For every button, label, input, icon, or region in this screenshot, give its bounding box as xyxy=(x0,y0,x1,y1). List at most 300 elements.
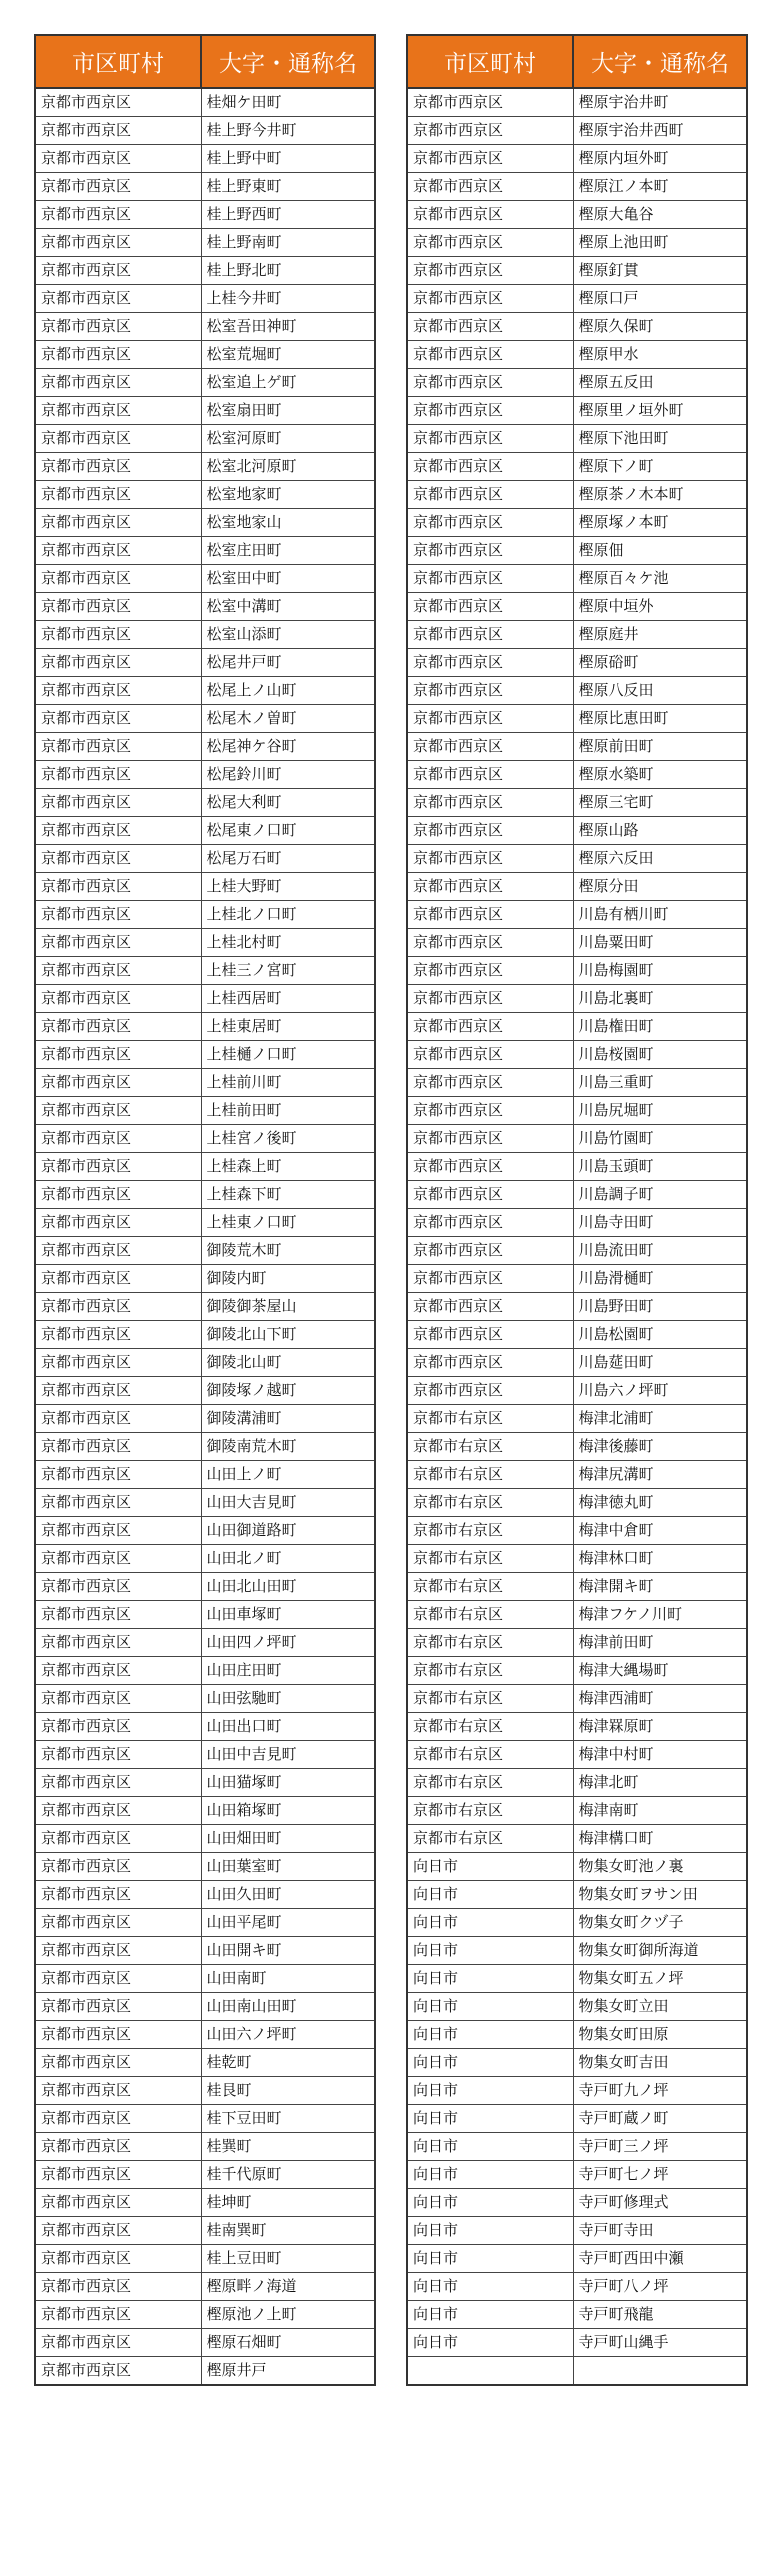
city-cell: 京都市右京区 xyxy=(407,1433,573,1461)
area-cell: 樫原甲水 xyxy=(573,341,747,369)
area-cell: 樫原庭井 xyxy=(573,621,747,649)
city-cell: 京都市西京区 xyxy=(35,425,201,453)
city-cell: 京都市西京区 xyxy=(407,88,573,117)
table-row xyxy=(407,2105,747,2133)
city-cell: 京都市西京区 xyxy=(35,2245,201,2273)
city-cell: 京都市西京区 xyxy=(35,453,201,481)
city-cell: 京都市西京区 xyxy=(35,1069,201,1097)
table-row xyxy=(35,845,375,873)
area-cell: 上桂今井町 xyxy=(201,285,375,313)
city-cell: 京都市右京区 xyxy=(407,1713,573,1741)
area-cell: 川島玉頭町 xyxy=(573,1153,747,1181)
city-cell: 京都市西京区 xyxy=(407,1209,573,1237)
table-row xyxy=(35,901,375,929)
table-row xyxy=(35,2189,375,2217)
city-cell: 京都市西京区 xyxy=(35,565,201,593)
table-row xyxy=(35,1545,375,1573)
city-cell: 京都市西京区 xyxy=(407,285,573,313)
city-cell: 向日市 xyxy=(407,2161,573,2189)
table-row xyxy=(35,229,375,257)
city-cell: 京都市西京区 xyxy=(407,145,573,173)
city-cell: 京都市西京区 xyxy=(35,1713,201,1741)
city-cell: 京都市右京区 xyxy=(407,1545,573,1573)
city-cell xyxy=(407,2357,573,2386)
area-cell: 寺戸町山縄手 xyxy=(573,2329,747,2357)
table-row xyxy=(407,229,747,257)
table-row xyxy=(407,2245,747,2273)
table-row xyxy=(407,201,747,229)
table-row xyxy=(407,1349,747,1377)
city-cell: 京都市西京区 xyxy=(35,1881,201,1909)
table-row xyxy=(407,1685,747,1713)
table-row xyxy=(35,1405,375,1433)
table-row xyxy=(35,1377,375,1405)
area-cell: 梅津北町 xyxy=(573,1769,747,1797)
table-row xyxy=(35,117,375,145)
table-row xyxy=(407,88,747,117)
city-cell: 京都市西京区 xyxy=(407,1125,573,1153)
table-row xyxy=(35,2245,375,2273)
city-cell: 京都市西京区 xyxy=(407,257,573,285)
table-row xyxy=(35,509,375,537)
city-cell: 京都市西京区 xyxy=(407,509,573,537)
table-row xyxy=(407,2301,747,2329)
area-cell: 樫原八反田 xyxy=(573,677,747,705)
city-cell: 京都市西京区 xyxy=(35,901,201,929)
table-row xyxy=(407,1405,747,1433)
city-cell: 京都市西京区 xyxy=(35,369,201,397)
city-cell: 京都市西京区 xyxy=(407,313,573,341)
city-cell: 京都市西京区 xyxy=(407,1237,573,1265)
table-row xyxy=(35,1993,375,2021)
table-row xyxy=(407,901,747,929)
area-cell: 川島尻堀町 xyxy=(573,1097,747,1125)
area-cell: 松室中溝町 xyxy=(201,593,375,621)
table-row xyxy=(35,761,375,789)
table-row xyxy=(35,2357,375,2386)
area-cell: 桂上野南町 xyxy=(201,229,375,257)
area-cell: 樫原六反田 xyxy=(573,845,747,873)
header-area: 大字・通称名 xyxy=(573,35,747,88)
table-row xyxy=(35,397,375,425)
table-row xyxy=(407,1489,747,1517)
city-cell: 京都市西京区 xyxy=(35,2105,201,2133)
city-cell: 向日市 xyxy=(407,1993,573,2021)
table-row xyxy=(407,2189,747,2217)
city-cell: 京都市西京区 xyxy=(35,397,201,425)
city-cell: 京都市西京区 xyxy=(35,1321,201,1349)
city-cell: 京都市西京区 xyxy=(407,957,573,985)
city-cell: 京都市西京区 xyxy=(407,901,573,929)
table-row xyxy=(407,537,747,565)
city-cell: 京都市西京区 xyxy=(35,1125,201,1153)
area-cell: 樫原分田 xyxy=(573,873,747,901)
table-row xyxy=(35,1237,375,1265)
area-cell: 山田上ノ町 xyxy=(201,1461,375,1489)
city-cell: 向日市 xyxy=(407,2105,573,2133)
table-row xyxy=(35,173,375,201)
area-cell: 川島有栖川町 xyxy=(573,901,747,929)
header-row xyxy=(35,35,375,88)
area-cell: 上桂東ノ口町 xyxy=(201,1209,375,1237)
city-cell: 京都市西京区 xyxy=(407,873,573,901)
area-cell: 物集女町池ノ裏 xyxy=(573,1853,747,1881)
city-cell: 京都市西京区 xyxy=(35,1265,201,1293)
city-cell: 京都市右京区 xyxy=(407,1517,573,1545)
table-row xyxy=(407,705,747,733)
area-cell: 御陵北山町 xyxy=(201,1349,375,1377)
table-row xyxy=(35,1573,375,1601)
area-cell: 川島権田町 xyxy=(573,1013,747,1041)
table-row xyxy=(35,1349,375,1377)
table-row xyxy=(407,1769,747,1797)
area-cell: 川島竹園町 xyxy=(573,1125,747,1153)
table-row xyxy=(35,1769,375,1797)
table-row xyxy=(407,2273,747,2301)
table-row xyxy=(35,88,375,117)
address-table-right xyxy=(406,34,748,2386)
area-cell: 梅津前田町 xyxy=(573,1629,747,1657)
table-row xyxy=(35,2049,375,2077)
city-cell: 京都市西京区 xyxy=(35,2189,201,2217)
table-row xyxy=(407,1993,747,2021)
area-cell: 寺戸町七ノ坪 xyxy=(573,2161,747,2189)
table-row xyxy=(35,1965,375,1993)
city-cell: 向日市 xyxy=(407,2329,573,2357)
header-row xyxy=(407,35,747,88)
table-row xyxy=(35,1097,375,1125)
table-row xyxy=(35,1461,375,1489)
area-cell: 山田出口町 xyxy=(201,1713,375,1741)
area-cell: 上桂大野町 xyxy=(201,873,375,901)
table-row xyxy=(35,1853,375,1881)
city-cell: 京都市西京区 xyxy=(407,565,573,593)
table-row xyxy=(35,2273,375,2301)
table-row xyxy=(35,2161,375,2189)
city-cell: 京都市右京区 xyxy=(407,1825,573,1853)
city-cell: 京都市西京区 xyxy=(35,1797,201,1825)
city-cell: 京都市西京区 xyxy=(407,397,573,425)
city-cell: 京都市西京区 xyxy=(407,621,573,649)
city-cell: 京都市西京区 xyxy=(35,649,201,677)
table-row xyxy=(35,1293,375,1321)
city-cell: 京都市右京区 xyxy=(407,1405,573,1433)
table-row xyxy=(35,145,375,173)
area-cell: 桂上野今井町 xyxy=(201,117,375,145)
table-row xyxy=(407,2049,747,2077)
area-cell: 松尾鈴川町 xyxy=(201,761,375,789)
area-cell: 松尾井戸町 xyxy=(201,649,375,677)
city-cell: 京都市西京区 xyxy=(35,845,201,873)
area-cell: 樫原前田町 xyxy=(573,733,747,761)
table-row xyxy=(407,1069,747,1097)
city-cell: 京都市西京区 xyxy=(35,817,201,845)
area-cell: 桂下豆田町 xyxy=(201,2105,375,2133)
area-cell: 山田葉室町 xyxy=(201,1853,375,1881)
area-cell: 桂乾町 xyxy=(201,2049,375,2077)
table-row xyxy=(35,453,375,481)
table-row xyxy=(407,565,747,593)
area-cell: 川島北裏町 xyxy=(573,985,747,1013)
area-cell: 御陵南荒木町 xyxy=(201,1433,375,1461)
city-cell: 京都市西京区 xyxy=(35,2217,201,2245)
area-cell: 川島粟田町 xyxy=(573,929,747,957)
area-cell: 梅津徳丸町 xyxy=(573,1489,747,1517)
table-row xyxy=(35,1685,375,1713)
city-cell: 京都市西京区 xyxy=(407,1097,573,1125)
area-cell: 山田開キ町 xyxy=(201,1937,375,1965)
area-cell: 御陵塚ノ越町 xyxy=(201,1377,375,1405)
area-cell: 桂南巽町 xyxy=(201,2217,375,2245)
city-cell: 京都市西京区 xyxy=(35,1965,201,1993)
city-cell: 京都市西京区 xyxy=(35,313,201,341)
area-cell: 川島野田町 xyxy=(573,1293,747,1321)
area-cell: 山田北ノ町 xyxy=(201,1545,375,1573)
table-row xyxy=(407,425,747,453)
city-cell: 京都市西京区 xyxy=(407,453,573,481)
area-cell: 桂上野東町 xyxy=(201,173,375,201)
table-row xyxy=(35,1181,375,1209)
table-row xyxy=(407,873,747,901)
table-row xyxy=(35,369,375,397)
city-cell: 京都市右京区 xyxy=(407,1629,573,1657)
table-row xyxy=(407,677,747,705)
city-cell: 京都市西京区 xyxy=(35,229,201,257)
area-cell: 樫原口戸 xyxy=(573,285,747,313)
area-cell: 物集女町クヅ子 xyxy=(573,1909,747,1937)
area-cell: 桂上野西町 xyxy=(201,201,375,229)
city-cell: 京都市西京区 xyxy=(407,817,573,845)
area-cell: 梅津北浦町 xyxy=(573,1405,747,1433)
area-cell: 山田畑田町 xyxy=(201,1825,375,1853)
area-cell: 松室河原町 xyxy=(201,425,375,453)
area-cell: 御陵御茶屋山 xyxy=(201,1293,375,1321)
city-cell: 京都市西京区 xyxy=(35,1293,201,1321)
area-cell: 松尾木ノ曽町 xyxy=(201,705,375,733)
area-cell: 寺戸町修理式 xyxy=(573,2189,747,2217)
city-cell: 京都市西京区 xyxy=(35,1237,201,1265)
table-row xyxy=(35,2329,375,2357)
city-cell: 京都市西京区 xyxy=(407,537,573,565)
city-cell: 京都市西京区 xyxy=(407,1293,573,1321)
table-row xyxy=(35,565,375,593)
city-cell: 向日市 xyxy=(407,2049,573,2077)
right-table-body xyxy=(407,88,747,2385)
city-cell: 京都市西京区 xyxy=(35,2161,201,2189)
area-cell: 梅津罧原町 xyxy=(573,1713,747,1741)
area-cell: 山田庄田町 xyxy=(201,1657,375,1685)
city-cell: 向日市 xyxy=(407,1909,573,1937)
area-cell: 松尾東ノ口町 xyxy=(201,817,375,845)
table-row xyxy=(35,1601,375,1629)
table-row xyxy=(407,285,747,313)
area-cell: 上桂樋ノ口町 xyxy=(201,1041,375,1069)
area-cell: 松尾万石町 xyxy=(201,845,375,873)
table-row xyxy=(407,1741,747,1769)
area-cell: 桂上野中町 xyxy=(201,145,375,173)
area-cell: 樫原比恵田町 xyxy=(573,705,747,733)
city-cell: 京都市西京区 xyxy=(35,341,201,369)
area-cell: 山田南町 xyxy=(201,1965,375,1993)
table-row xyxy=(407,1181,747,1209)
area-cell: 上桂前川町 xyxy=(201,1069,375,1097)
area-cell: 松室荒堀町 xyxy=(201,341,375,369)
city-cell: 京都市西京区 xyxy=(35,1545,201,1573)
area-cell: 物集女町田原 xyxy=(573,2021,747,2049)
table-row xyxy=(407,1377,747,1405)
city-cell: 京都市西京区 xyxy=(407,1153,573,1181)
area-cell: 物集女町五ノ坪 xyxy=(573,1965,747,1993)
table-row xyxy=(35,285,375,313)
city-cell: 京都市右京区 xyxy=(407,1685,573,1713)
area-cell: 物集女町御所海道 xyxy=(573,1937,747,1965)
table-row xyxy=(407,1517,747,1545)
area-cell: 松室山添町 xyxy=(201,621,375,649)
table-row xyxy=(35,2217,375,2245)
area-cell: 川島桜園町 xyxy=(573,1041,747,1069)
area-cell: 樫原硲町 xyxy=(573,649,747,677)
area-cell: 梅津尻溝町 xyxy=(573,1461,747,1489)
city-cell: 向日市 xyxy=(407,2217,573,2245)
city-cell: 京都市西京区 xyxy=(35,1433,201,1461)
area-cell: 山田弦馳町 xyxy=(201,1685,375,1713)
table-row xyxy=(407,2077,747,2105)
area-cell: 桂巽町 xyxy=(201,2133,375,2161)
city-cell: 京都市右京区 xyxy=(407,1601,573,1629)
table-row xyxy=(407,1657,747,1685)
table-row xyxy=(35,817,375,845)
area-cell: 樫原中垣外 xyxy=(573,593,747,621)
table-row xyxy=(407,1825,747,1853)
table-row xyxy=(407,1937,747,1965)
city-cell: 京都市西京区 xyxy=(35,1489,201,1517)
table-row xyxy=(35,1797,375,1825)
city-cell: 向日市 xyxy=(407,1965,573,1993)
city-cell: 京都市西京区 xyxy=(35,201,201,229)
area-cell: 梅津構口町 xyxy=(573,1825,747,1853)
table-row xyxy=(407,1265,747,1293)
area-cell: 上桂北村町 xyxy=(201,929,375,957)
area-cell: 樫原内垣外町 xyxy=(573,145,747,173)
table-row xyxy=(35,929,375,957)
city-cell: 向日市 xyxy=(407,2133,573,2161)
table-row xyxy=(35,985,375,1013)
city-cell: 向日市 xyxy=(407,2273,573,2301)
table-row xyxy=(35,621,375,649)
area-cell: 桂坤町 xyxy=(201,2189,375,2217)
city-cell: 向日市 xyxy=(407,2021,573,2049)
area-cell: 樫原釘貫 xyxy=(573,257,747,285)
area-cell: 松室北河原町 xyxy=(201,453,375,481)
table-row xyxy=(407,1013,747,1041)
table-row xyxy=(407,2133,747,2161)
city-cell: 京都市西京区 xyxy=(407,369,573,397)
city-cell: 京都市西京区 xyxy=(35,1013,201,1041)
area-cell: 梅津南町 xyxy=(573,1797,747,1825)
city-cell: 京都市西京区 xyxy=(407,173,573,201)
area-cell: 山田箱塚町 xyxy=(201,1797,375,1825)
table-row xyxy=(407,1965,747,1993)
city-cell: 京都市西京区 xyxy=(35,929,201,957)
area-cell: 山田六ノ坪町 xyxy=(201,2021,375,2049)
table-row xyxy=(407,1601,747,1629)
city-cell: 京都市西京区 xyxy=(407,201,573,229)
table-row xyxy=(35,1013,375,1041)
city-cell: 京都市西京区 xyxy=(35,1657,201,1685)
area-cell: 松室地家山 xyxy=(201,509,375,537)
city-cell: 京都市西京区 xyxy=(35,1573,201,1601)
area-cell: 山田猫塚町 xyxy=(201,1769,375,1797)
area-cell: 山田平尾町 xyxy=(201,1909,375,1937)
table-row xyxy=(407,1293,747,1321)
city-cell: 京都市西京区 xyxy=(35,789,201,817)
city-cell: 京都市西京区 xyxy=(35,761,201,789)
city-cell: 京都市西京区 xyxy=(35,985,201,1013)
area-cell: 山田大吉見町 xyxy=(201,1489,375,1517)
table-row xyxy=(35,789,375,817)
area-cell: 松室地家町 xyxy=(201,481,375,509)
table-row xyxy=(407,1461,747,1489)
area-cell: 樫原佃 xyxy=(573,537,747,565)
city-cell: 京都市西京区 xyxy=(35,2021,201,2049)
area-cell: 樫原五反田 xyxy=(573,369,747,397)
table-row xyxy=(35,1433,375,1461)
area-cell: 樫原宇治井西町 xyxy=(573,117,747,145)
table-row xyxy=(407,1041,747,1069)
table-row xyxy=(35,593,375,621)
city-cell: 京都市西京区 xyxy=(35,1461,201,1489)
area-cell: 物集女町ヲサン田 xyxy=(573,1881,747,1909)
city-cell: 京都市右京区 xyxy=(407,1797,573,1825)
table-row xyxy=(407,733,747,761)
table-row xyxy=(35,313,375,341)
city-cell: 京都市西京区 xyxy=(35,1629,201,1657)
city-cell: 京都市西京区 xyxy=(407,733,573,761)
table-row xyxy=(35,2077,375,2105)
area-cell: 梅津フケノ川町 xyxy=(573,1601,747,1629)
table-row xyxy=(407,117,747,145)
city-cell: 京都市右京区 xyxy=(407,1573,573,1601)
table-row xyxy=(407,1321,747,1349)
city-cell: 京都市西京区 xyxy=(35,117,201,145)
table-row xyxy=(407,509,747,537)
table-row xyxy=(35,1881,375,1909)
table-row xyxy=(35,1041,375,1069)
area-cell: 桂艮町 xyxy=(201,2077,375,2105)
area-cell xyxy=(573,2357,747,2386)
area-cell: 上桂北ノ口町 xyxy=(201,901,375,929)
table-row xyxy=(35,1713,375,1741)
table-row xyxy=(407,2217,747,2245)
table-row xyxy=(35,1629,375,1657)
city-cell: 京都市西京区 xyxy=(407,481,573,509)
city-cell: 京都市西京区 xyxy=(35,1937,201,1965)
table-row xyxy=(35,1657,375,1685)
table-row xyxy=(35,201,375,229)
city-cell: 京都市西京区 xyxy=(407,1349,573,1377)
city-cell: 京都市西京区 xyxy=(35,1041,201,1069)
table-row xyxy=(35,2133,375,2161)
area-cell: 梅津大縄場町 xyxy=(573,1657,747,1685)
area-cell: 樫原上池田町 xyxy=(573,229,747,257)
area-cell: 梅津後藤町 xyxy=(573,1433,747,1461)
area-cell: 御陵内町 xyxy=(201,1265,375,1293)
area-cell: 樫原下ノ町 xyxy=(573,453,747,481)
city-cell: 京都市西京区 xyxy=(407,677,573,705)
area-cell: 御陵荒木町 xyxy=(201,1237,375,1265)
area-cell: 桂千代原町 xyxy=(201,2161,375,2189)
city-cell: 京都市西京区 xyxy=(407,1265,573,1293)
